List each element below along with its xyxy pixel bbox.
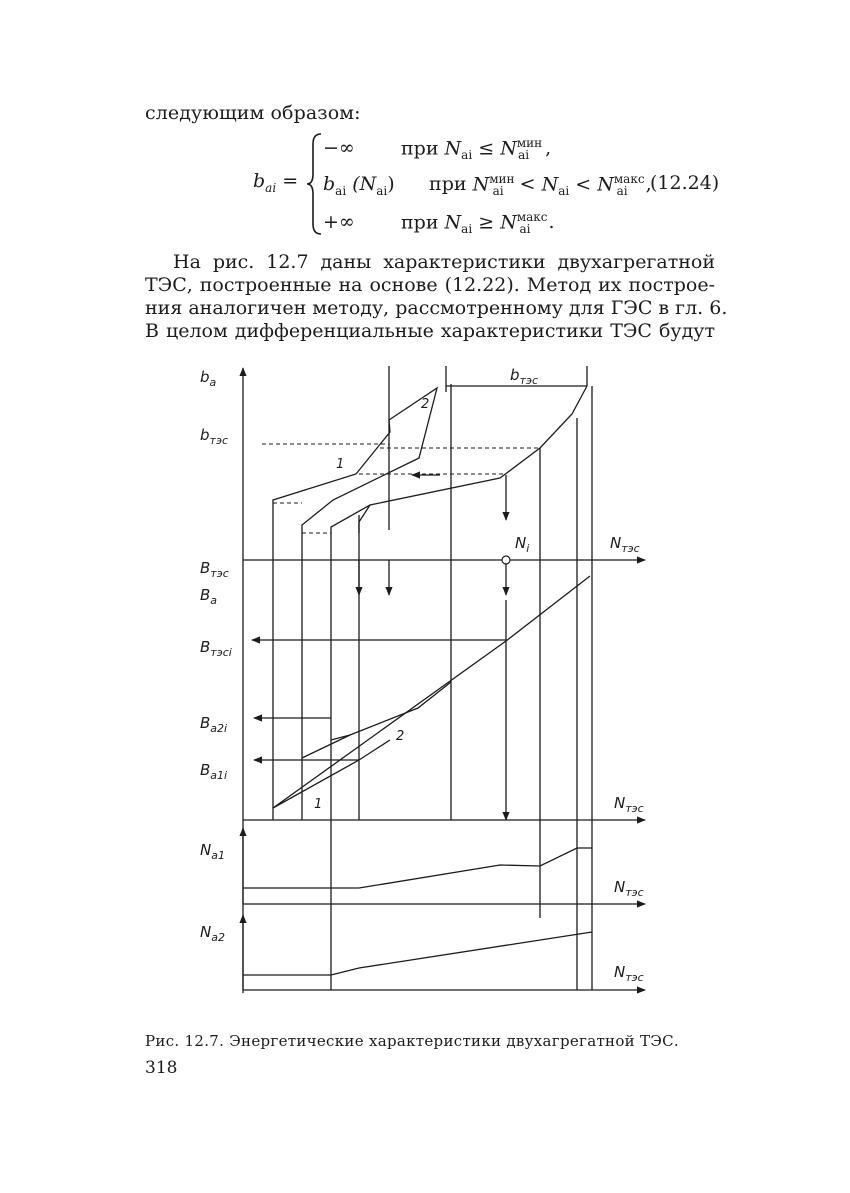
paragraph-line-3: ния аналогичен методу, рассмотренному для ГЭС в гл. 6. <box>145 297 728 319</box>
label-Na1: $N_{a1}$ <box>200 841 225 862</box>
na2-curve <box>243 932 592 975</box>
label-btes-top: $b_{тэс}$ <box>510 366 539 387</box>
b-curve-unit2 <box>302 388 437 533</box>
label-Na2: $N_{a2}$ <box>200 923 225 944</box>
label-ntes-top: $N_{тэс}$ <box>610 534 640 555</box>
label-Ba1i: $B_{a1i}$ <box>200 761 228 782</box>
label-ba: $b_a$ <box>200 368 217 389</box>
formula-row-3: +∞ при $N_{ai} \ge N^{макс}_{ai}$ . <box>323 210 555 237</box>
label-Btesi: $B_{тэсi}$ <box>200 638 232 659</box>
label-Ba2i: $B_{a2i}$ <box>200 714 228 735</box>
label-Btes: $B_{тэс}$ <box>200 559 229 580</box>
paragraph-line-4: В целом дифференциальные характеристики ТЭС будут <box>145 320 715 342</box>
formula-lhs: $b_{ai}$ = <box>253 170 299 195</box>
label-ntes-mid: $N_{тэс}$ <box>614 794 644 815</box>
label-Ba: $B_a$ <box>200 586 218 607</box>
formula-row-1: −∞ при $N_{ai} \le N^{мин}_{ai}$ , <box>323 136 552 163</box>
label-btes: $b_{тэс}$ <box>200 426 229 447</box>
B-curve-unit2 <box>302 682 451 758</box>
label-ni: $N_i$ <box>515 534 530 555</box>
intro-text: следующим образом: <box>145 102 361 124</box>
label-lower-1: 1 <box>314 797 323 812</box>
paragraph-line-1: На рис. 12.7 даны характеристики двухагрегатной <box>173 251 715 273</box>
label-lower-2: 2 <box>396 729 405 744</box>
b-curve-tes <box>331 386 587 533</box>
label-ntes-na1: $N_{тэс}$ <box>614 878 644 899</box>
b-curve-unit1 <box>273 420 390 505</box>
ni-point-marker <box>502 556 510 564</box>
B-curve-tes <box>273 576 590 808</box>
label-curve-1: 1 <box>336 457 345 472</box>
formula-number: (12.24) <box>650 172 720 194</box>
page-number: 318 <box>145 1058 178 1078</box>
figure-caption: Рис. 12.7. Энергетические характеристики двухагрегатной ТЭС. <box>145 1032 679 1050</box>
label-curve-2: 2 <box>421 397 430 412</box>
formula-row-2: $b_{ai}$ $(N_{ai})$ при $N^{мин}_{ai} < N_{ai} < N^{макс}_{ai}$ , <box>323 172 652 199</box>
label-ntes-na2: $N_{тэс}$ <box>614 963 644 984</box>
paragraph-line-2: ТЭС, построенные на основе (12.22). Метод их построе- <box>145 274 715 296</box>
